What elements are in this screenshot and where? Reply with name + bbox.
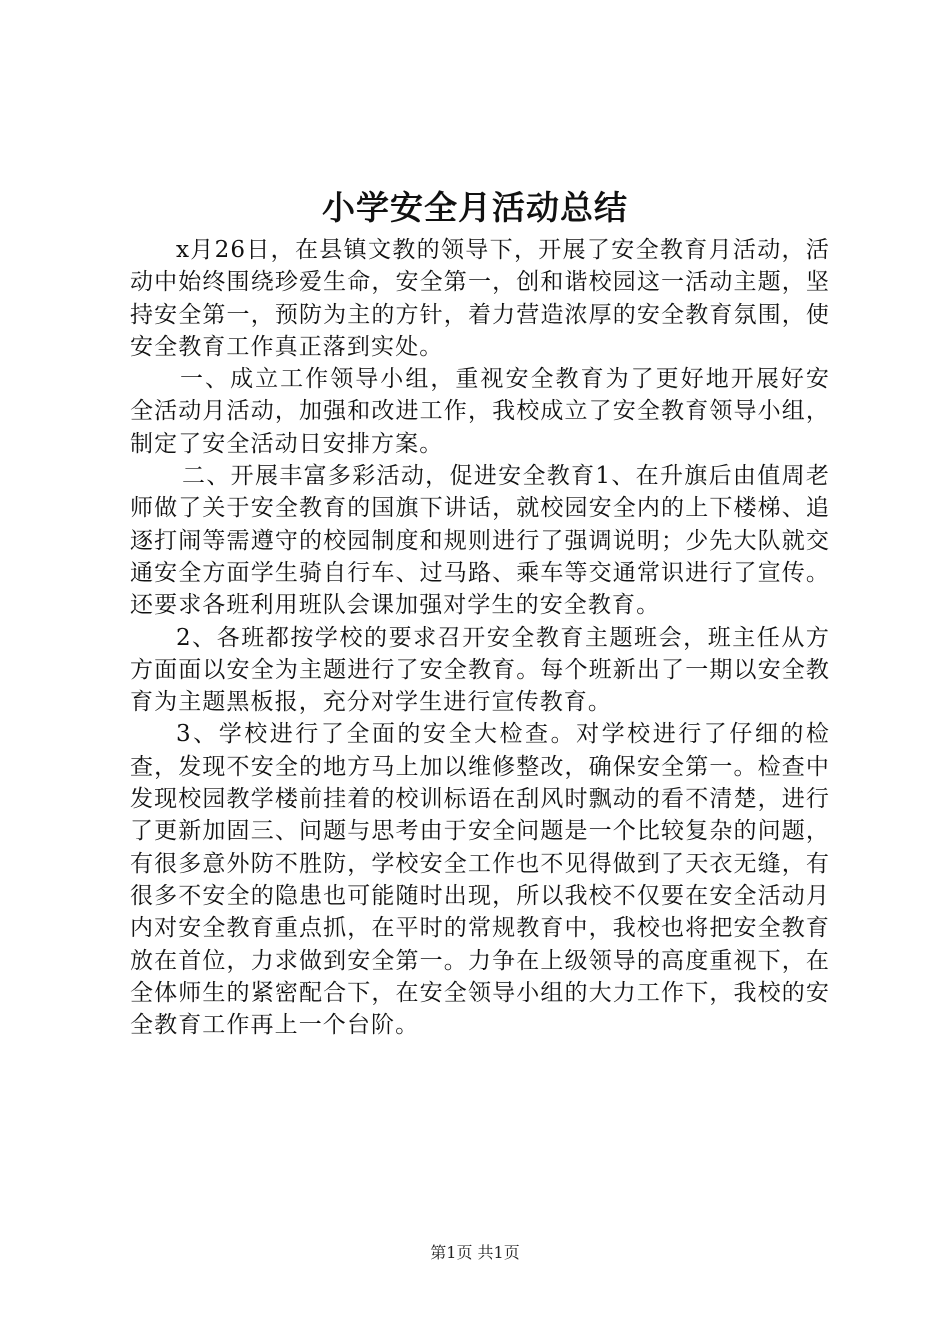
document-body <box>130 234 830 1041</box>
page-number-footer: 第1页 共1页 <box>430 1243 520 1262</box>
document-title: 小学安全月活动总结 <box>322 188 628 227</box>
paragraph-section-1: 一、成立工作领导小组，重视安全教育为了更好地开展好安全活动月活动，加强和改进工作，我校成立了安全教育领导小组，制定了安全活动日安排方案。 <box>130 366 830 457</box>
paragraph-item-2: 2、各班都按学校的要求召开安全教育主题班会，班主任从方方面面以安全为主题进行了安全教育。每个班新出了一期以安全教育为主题黑板报，充分对学生进行宣传教育。 <box>130 624 830 716</box>
paragraph-section-2: 二、开展丰富多彩活动，促进安全教育1、在升旗后由值周老师做了关于安全教育的国旗下讲话，就校园安全内的上下楼梯、追逐打闹等需遵守的校园制度和规则进行了强调说明；少先大队就交通安全方面学生骑自行车、过马路、乘车等交通常识进行了宣传。还要求各班利用班队会课加强对学生的安全教育。 <box>130 463 830 619</box>
paragraph-intro: x月26日，在县镇文教的领导下，开展了安全教育月活动，活动中始终围绕珍爱生命，安全第一，创和谐校园这一活动主题，坚持安全第一，预防为主的方针，着力营造浓厚的安全教育氛围，使安全教育工作真正落到实处。 <box>130 237 830 360</box>
paragraph-item-3: 3、学校进行了全面的安全大检查。对学校进行了仔细的检查，发现不安全的地方马上加以维修整改，确保安全第一。检查中发现校园教学楼前挂着的校训标语在刮风时飘动的看不清楚，进行了更新加固三、问题与思考由于安全问题是一个比较复杂的问题，有很多意外防不胜防，学校安全工作也不见得做到了天衣无缝，有很多不安全的隐患也可能随时出现，所以我校不仅要在安全活动月内对安全教育重点抓，在平时的常规教育中，我校也将把安全教育放在首位，力求做到安全第一。力争在上级领导的高度重视下，在全体师生的紧密配合下，在安全领导小组的大力工作下，我校的安全教育工作再上一个台阶。 <box>130 721 830 1039</box>
